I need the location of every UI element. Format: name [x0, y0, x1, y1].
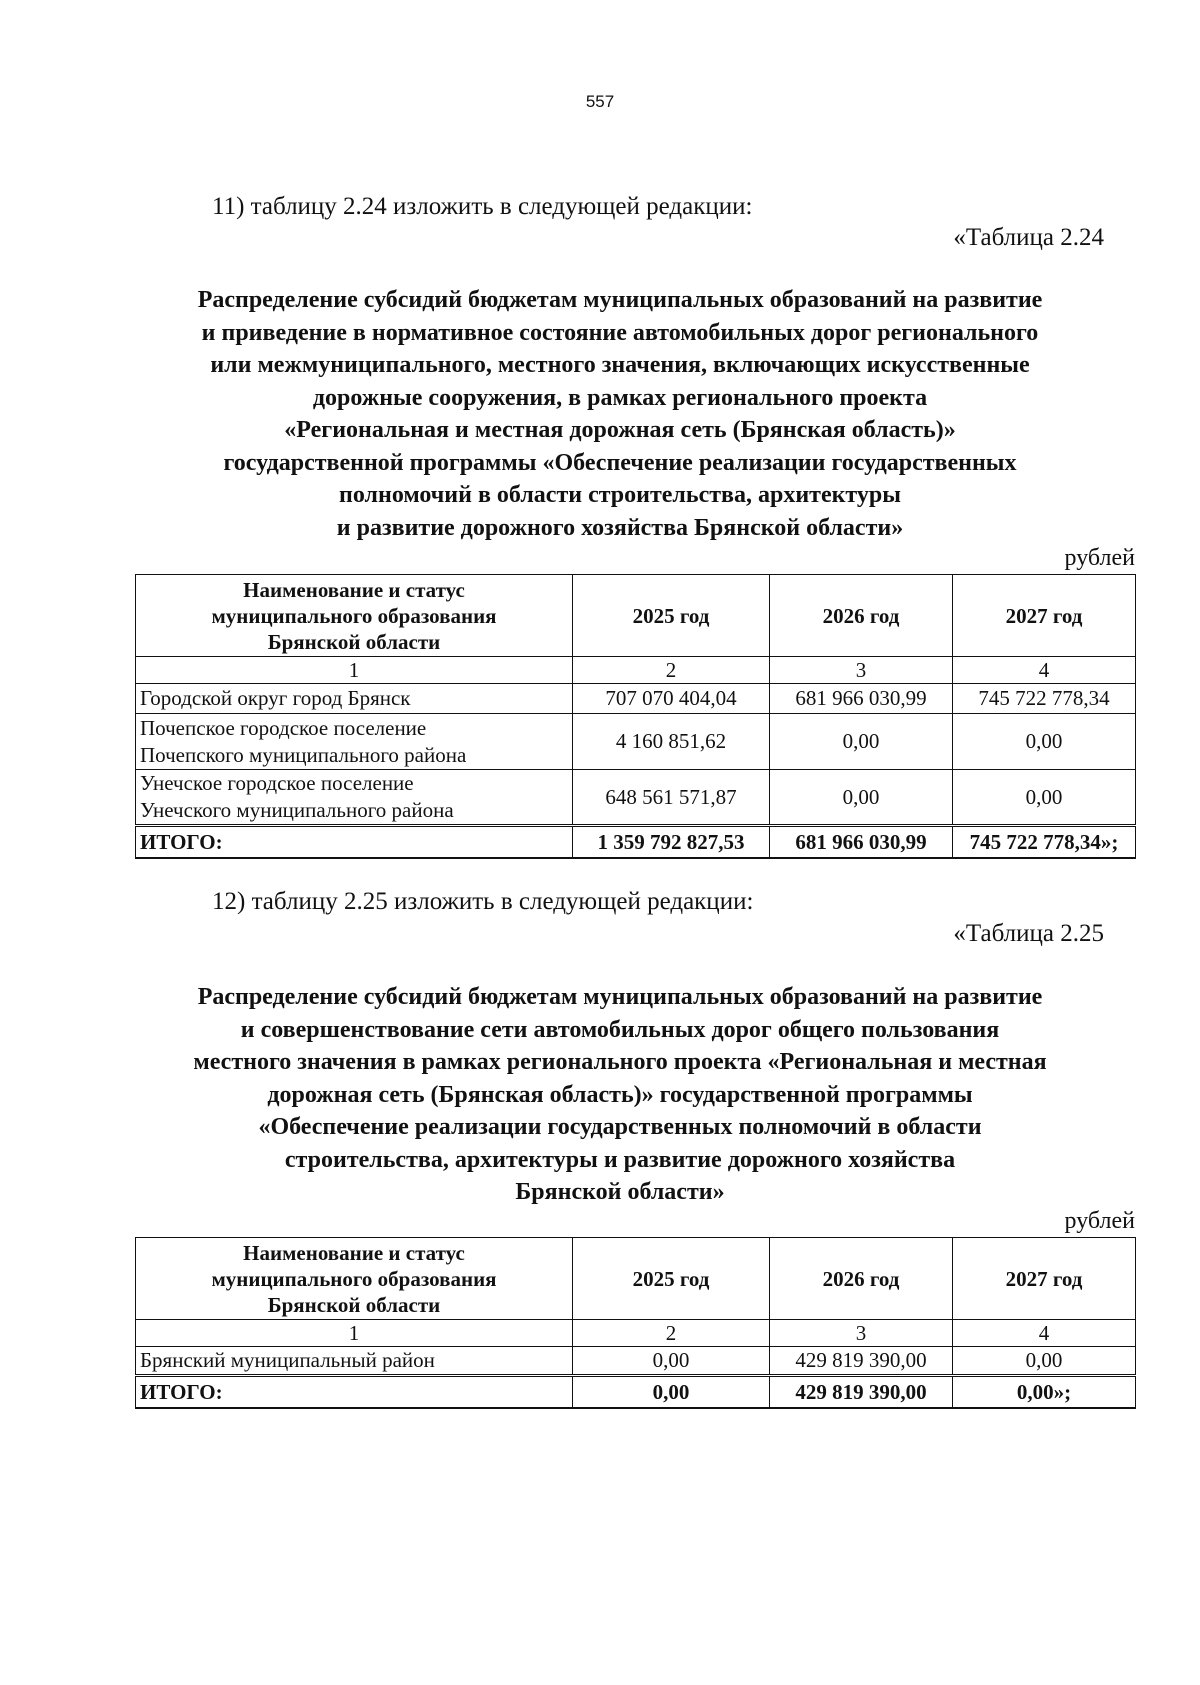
column-number: 1: [136, 1320, 573, 1347]
header-name-line: Брянской области: [267, 1292, 441, 1317]
total-row: [136, 1376, 1136, 1409]
table-row: [136, 714, 1136, 770]
value-2027: 0,00: [953, 714, 1136, 770]
title-line: Брянской области»: [515, 1179, 725, 1205]
row-name: [136, 770, 573, 826]
section1-table-ref: «Таблица 2.24: [953, 224, 1104, 251]
value-2026: 0,00: [770, 714, 953, 770]
title-line: Распределение субсидий бюджетам муниципальных образований на развитие: [197, 287, 1043, 313]
title-line: дорожные сооружения, в рамках регионального проекта: [312, 384, 928, 411]
row-name-line: Почепского муниципального района: [140, 742, 467, 767]
header-name-line: муниципального образования: [211, 1266, 497, 1291]
title-line: «Региональная и местная дорожная сеть (Брянская область)»: [284, 417, 956, 443]
total-row: [136, 826, 1136, 859]
header-name: [136, 575, 573, 657]
header-name-line: муниципального образования: [211, 603, 497, 628]
table-row: [136, 1347, 1136, 1376]
header-2027: 2027 год: [953, 575, 1136, 657]
header-name-line: Наименование и статус: [243, 1240, 465, 1265]
header-name: [136, 1238, 573, 1320]
column-numbers-row: [136, 1320, 1136, 1347]
row-name: [136, 714, 573, 770]
column-numbers-row: [136, 657, 1136, 684]
section2-table: [135, 1237, 1136, 1409]
total-2025: 0,00: [573, 1376, 770, 1409]
section1-unit-label: рублей: [1064, 545, 1135, 571]
column-number: 1: [136, 657, 573, 684]
title-line: дорожная сеть (Брянская область)» государственной программы: [267, 1081, 973, 1108]
value-2025: 4 160 851,62: [573, 714, 770, 770]
value-2026: 0,00: [770, 770, 953, 826]
section1-instruction: 11) таблицу 2.24 изложить в следующей редакции:: [212, 193, 753, 220]
column-number: 4: [953, 1320, 1136, 1347]
section2-table-title: [120, 981, 1120, 1209]
header-name-line: Наименование и статус: [243, 577, 465, 602]
value-2025: 707 070 404,04: [573, 684, 770, 714]
value-2026: 681 966 030,99: [770, 684, 953, 714]
title-line: местного значения в рамках регионального проекта «Региональная и местная: [193, 1049, 1047, 1075]
total-2027: 745 722 778,34»;: [953, 826, 1136, 859]
value-2025: 648 561 571,87: [573, 770, 770, 826]
column-number: 2: [573, 1320, 770, 1347]
column-number: 3: [770, 657, 953, 684]
header-2027: 2027 год: [953, 1238, 1136, 1320]
header-2025: 2025 год: [573, 1238, 770, 1320]
value-2025: 0,00: [573, 1347, 770, 1376]
total-label: ИТОГО:: [136, 1376, 573, 1409]
header-name-line: Брянской области: [267, 629, 441, 654]
row-name-line: Городской округ город Брянск: [140, 686, 411, 710]
header-2025: 2025 год: [573, 575, 770, 657]
value-2026: 429 819 390,00: [770, 1347, 953, 1376]
row-name-line: Брянский муниципальный район: [140, 1348, 435, 1372]
column-number: 3: [770, 1320, 953, 1347]
row-name: [136, 1347, 573, 1376]
total-2027: 0,00»;: [953, 1376, 1136, 1409]
header-2026: 2026 год: [770, 575, 953, 657]
row-name: [136, 684, 573, 714]
total-label: ИТОГО:: [136, 826, 573, 859]
section1-table: [135, 574, 1136, 859]
total-2026: 681 966 030,99: [770, 826, 953, 859]
title-line: и развитие дорожного хозяйства Брянской области»: [336, 514, 904, 541]
title-line: и приведение в нормативное состояние автомобильных дорог регионального: [201, 319, 1039, 346]
column-number: 4: [953, 657, 1136, 684]
header-2026: 2026 год: [770, 1238, 953, 1320]
column-number: 2: [573, 657, 770, 684]
value-2027: 0,00: [953, 1347, 1136, 1376]
section2-instruction: 12) таблицу 2.25 изложить в следующей редакции:: [212, 888, 754, 915]
title-line: Распределение субсидий бюджетам муниципальных образований на развитие: [197, 984, 1043, 1010]
title-line: строительства, архитектуры и развитие дорожного хозяйства: [284, 1146, 956, 1173]
title-line: и совершенствование сети автомобильных дорог общего пользования: [240, 1016, 1000, 1043]
row-name-line: Унечского муниципального района: [140, 798, 454, 822]
table-row: [136, 770, 1136, 826]
value-2027: 0,00: [953, 770, 1136, 826]
section2-table-ref: «Таблица 2.25: [953, 920, 1104, 947]
title-line: государственной программы «Обеспечение реализации государственных: [223, 449, 1017, 476]
section2-unit-label: рублей: [1064, 1208, 1135, 1234]
section1-table-title: [120, 284, 1120, 544]
table-row: [136, 684, 1136, 714]
title-line: «Обеспечение реализации государственных полномочий в области: [258, 1114, 982, 1140]
value-2027: 745 722 778,34: [953, 684, 1136, 714]
total-2025: 1 359 792 827,53: [573, 826, 770, 859]
title-line: или межмуниципального, местного значения, включающих искусственные: [210, 352, 1030, 378]
page-number: 557: [585, 92, 615, 111]
row-name-line: Почепское городское поселение: [140, 715, 427, 740]
table-header-row: [136, 1238, 1136, 1320]
row-name-line: Унечское городское поселение: [140, 771, 414, 795]
total-2026: 429 819 390,00: [770, 1376, 953, 1409]
title-line: полномочий в области строительства, архитектуры: [339, 482, 901, 508]
table-header-row: [136, 575, 1136, 657]
